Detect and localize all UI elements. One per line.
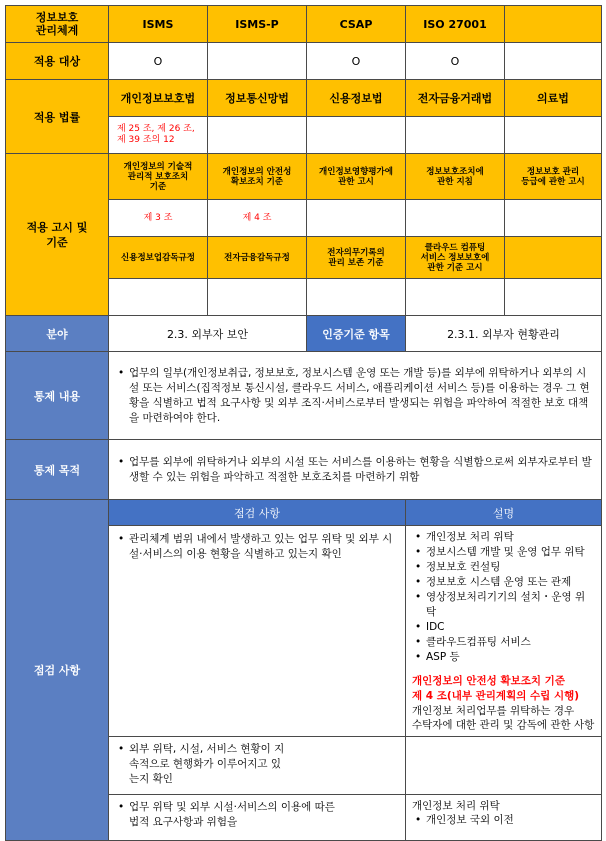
notice-name: [505, 237, 602, 279]
control-purpose-row: [6, 440, 602, 500]
control-content-row: [6, 352, 602, 440]
notice-name: 개인정보의 안전성 확보조치 기준: [208, 154, 307, 200]
desc-plain-text: 개인정보 처리 위탁: [412, 800, 500, 812]
notice-article: [505, 200, 602, 237]
notice-name: 전자의무기록의 관리 보존 기준: [307, 237, 406, 279]
laws-label: 적용 법률: [6, 80, 109, 154]
desc-red-heading: 개인정보의 안전성 확보조치 기준: [412, 675, 565, 687]
inspection-desc-list: [412, 530, 595, 665]
header-empty: [505, 6, 602, 43]
law-name: 신용정보법: [307, 80, 406, 117]
applicability-row: [6, 43, 602, 80]
desc-list-item: • 정보시스템 개발 및 운영 업무 위탁: [426, 545, 595, 560]
notice-name: 개인정보영향평가에 관한 고시: [307, 154, 406, 200]
applicability-cell: [505, 43, 602, 80]
header-isms-p: ISMS-P: [208, 6, 307, 43]
header-row: [6, 6, 602, 43]
control-purpose-label: 통제 목적: [6, 440, 109, 500]
notices-row-1: [6, 154, 602, 200]
notice-article: 제 4 조: [208, 200, 307, 237]
applicability-cell: [208, 43, 307, 80]
header-iso27001: ISO 27001: [406, 6, 505, 43]
domain-value: 2.3. 외부자 보안: [109, 316, 307, 352]
inspection-label: 점검 사항: [6, 500, 109, 841]
header-framework-label: 정보보호 관리체계: [6, 6, 109, 43]
desc-list-item: • IDC: [426, 620, 595, 635]
domain-row: [6, 316, 602, 352]
notice-empty: [208, 279, 307, 316]
desc-red-heading: 제 4 조(내부 관리계획의 수립 시행): [412, 690, 580, 702]
criteria-label: 인증기준 항목: [307, 316, 406, 352]
desc-list-item: • 개인정보 국외 이전: [426, 813, 595, 828]
inspection-item-text: • 업무 위탁 및 외부 시설·서비스의 이용에 따른 법적 요구사항과 위험을: [129, 800, 335, 830]
notice-article: 제 3 조: [109, 200, 208, 237]
law-article: [307, 117, 406, 154]
laws-row: [6, 80, 602, 117]
notice-name: 개인정보의 기술적 관리적 보호조치 기준: [109, 154, 208, 200]
law-name: 정보통신망법: [208, 80, 307, 117]
law-article: [208, 117, 307, 154]
inspection-item-text: • 외부 위탁, 시설, 서비스 현황이 지속적으로 현행화가 이루어지고 있는지 확인: [129, 742, 285, 787]
notice-name: 정보보호 관리 등급에 관한 고시: [505, 154, 602, 200]
control-purpose-text: • 업무를 외부에 위탁하거나 외부의 시설 또는 서비스를 이용하는 현황을 식별함으로써 외부자로부터 발생할 수 있는 위험을 파악하고 적절한 보호조치를 마련하기 위함: [129, 455, 595, 485]
desc-list-item: • 클라우드컴퓨팅 서비스: [426, 635, 595, 650]
applicability-cell: O: [109, 43, 208, 80]
law-name: 의료법: [505, 80, 602, 117]
law-article: [406, 117, 505, 154]
control-content-text: • 업무의 일부(개인정보취급, 정보보호, 정보시스템 운영 또는 개발 등)를 외부에 위탁하거나 외부의 시설 또는 서비스(집적정보 통신시설, 클라우드 서비스, 애플리케이션 서비스 등)를 이용하는 경우 그 현황을 식별하고 법적 요구사항 및 외부 조직·서비스로부터 발생되는 위험을 파악하여 적절한 보호 대책을 마련하여야 한다.: [129, 366, 595, 426]
law-article: 제 25 조, 제 26 조, 제 39 조의 12: [109, 117, 208, 154]
header-isms: ISMS: [109, 6, 208, 43]
notice-article: [406, 200, 505, 237]
inspection-item-text: • 관리체계 범위 내에서 발생하고 있는 업무 위탁 및 외부 시설·서비스의 이용 현황을 식별하고 있는지 확인: [129, 532, 399, 562]
notices-label: 적용 고시 및 기준: [6, 154, 109, 316]
desc-note: 수탁자에 대한 관리 및 감독에 관한 사항: [412, 719, 595, 731]
inspection-col-check: 점검 사항: [109, 500, 406, 526]
notice-empty: [109, 279, 208, 316]
notice-empty: [505, 279, 602, 316]
law-name: 전자금융거래법: [406, 80, 505, 117]
header-csap: CSAP: [307, 6, 406, 43]
criteria-value: 2.3.1. 외부자 현황관리: [406, 316, 602, 352]
notice-empty: [406, 279, 505, 316]
notice-name: 클라우드 컴퓨팅 서비스 정보보호에 관한 기준 고시: [406, 237, 505, 279]
desc-list-item: • ASP 등: [426, 650, 595, 665]
desc-list-item: • 개인정보 처리 위탁: [426, 530, 595, 545]
notice-name: 전자금융감독규정: [208, 237, 307, 279]
control-content-label: 통제 내용: [6, 352, 109, 440]
law-name: 개인정보보호법: [109, 80, 208, 117]
notice-name: 정보보호조치에 관한 지침: [406, 154, 505, 200]
applicability-cell: O: [307, 43, 406, 80]
applicability-cell: O: [406, 43, 505, 80]
desc-list-item: • 정보보호 컨설팅: [426, 560, 595, 575]
notice-empty: [307, 279, 406, 316]
law-article: [505, 117, 602, 154]
desc-list-item: • 영상정보처리기기의 설치・운영 위탁: [426, 590, 595, 620]
certification-table: [5, 5, 602, 841]
notice-article: [307, 200, 406, 237]
inspection-header-row: [6, 500, 602, 526]
inspection-desc-empty: [406, 737, 602, 795]
desc-note: 개인정보 처리업무를 위탁하는 경우: [412, 705, 575, 717]
applicability-label: 적용 대상: [6, 43, 109, 80]
domain-label: 분야: [6, 316, 109, 352]
inspection-col-desc: 설명: [406, 500, 602, 526]
notice-name: 신용정보업감독규정: [109, 237, 208, 279]
desc-list-item: • 정보보호 시스템 운영 또는 관제: [426, 575, 595, 590]
